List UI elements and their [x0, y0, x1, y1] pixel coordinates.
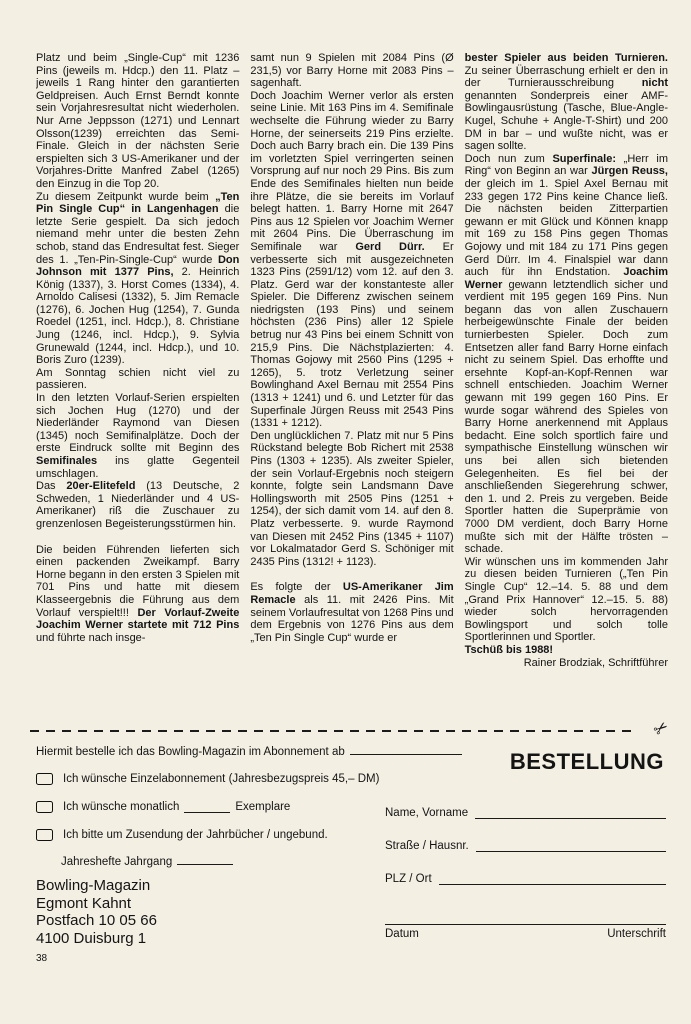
text-run: Zu diesem Zeitpunkt wurde beim [36, 190, 216, 203]
monatlich-checkbox[interactable] [36, 801, 53, 813]
text-run: Das [36, 480, 67, 493]
article-paragraph [36, 191, 239, 367]
text-run: Doch Joachim Werner verlor als ersten seine Linie. Mit 163 Pins im 4. Semifinale wechselte die Führung wieder zu Barry Horne, der seinerseits 219 Pins erzielte. Doch auch Barry brach ein. Die 139 Pins im vorletzten Spiel verringerten seinen Vorsprung auf nur noch 29 Pins. Bis zum Ende des Semifinales hielten nun beide ihre Plätze, die sie bereits im Vorlauf belegt hatten. 1. Barry Horne mit 2647 Pins aus 12 Spielen vor Joachim Werner mit 2604 Pins. Die Überraschung im Semifinale war [250, 89, 454, 253]
order-option-monatlich [36, 801, 290, 813]
name-field-line[interactable] [475, 806, 666, 819]
bold-text-run: Tschüß bis 1988! [464, 643, 554, 656]
text-run: die letzte Serie gespielt. Da sich jedoch niemand mehr unter die besten Zehn schob, stand das Endresultat fest. Sieger des 1. „Ten-Pin-Single-Cup“ wurde [36, 203, 240, 266]
text-run: ins glatte Gegenteil umschlagen. [36, 455, 240, 480]
order-option-jahrbuecher [36, 829, 328, 841]
article-paragraph [250, 90, 453, 430]
city-field-line[interactable] [439, 872, 666, 885]
order-intro [36, 744, 462, 758]
article-column-left [36, 52, 239, 716]
order-option-einzelabonnement [36, 773, 379, 785]
bold-text-run: Semifinales [36, 455, 98, 467]
article-paragraph [250, 52, 453, 90]
monatlich-label-before: Ich wünsche monatlich [63, 801, 180, 813]
date-label: Datum [385, 928, 419, 940]
text-run: Zu seiner Überraschung erhielt er den in der Turnierausschreibung [464, 64, 668, 90]
abo-start-field[interactable] [350, 744, 462, 755]
street-field-label: Straße / Hausnr. [385, 840, 469, 852]
jahrbuecher-label: Ich bitte um Zusendung der Jahrbücher / ungebund. [63, 829, 328, 841]
article-paragraph [36, 52, 239, 191]
text-run: Platz und beim „Single-Cup“ mit 1236 Pins (jeweils m. Hdcp.) den 11. Platz – jeweils 1 Rang hinter den garantierten Geldpreisen. Auch Ernst Berndt konnte sein Vorjahresresultat nicht wiederholen. Nur Arne Jeppsson (1271) und Lennart Olsson(1239) erreichten das Semi-Finale. Gleich in der nächsten Serie erspielten sich 3 US-Amerikaner und der Vorjahres-Dritte Manfred Zabel (1265) den Einzug in die Top 20. [36, 52, 240, 190]
bold-text-run: nicht [641, 77, 668, 90]
text-run: 2. Heinrich König (1337), 3. Horst Comes (1334), 4. Arnoldo Calisesi (1332), 5. Jim Remacle (1276), 6. Jochen Hug (1254), 7. Gunda Roedel (1251, incl. Hdcp.), 8. Christiane Jung (1246, incl. Hdcp.), 9. Sylvia Grunewald (1244, incl. Hdcp.), und 10. Boris Zuro (1239). [36, 266, 240, 367]
bold-text-run: Joachim Werner [464, 266, 668, 291]
einzelabonnement-label: Ich wünsche Einzelabonnement (Jahresbezugspreis 45,– DM) [63, 773, 380, 785]
text-run: „Herr im Ring“ von Beginn an war [464, 152, 668, 178]
name-field-row [385, 806, 666, 819]
text-run: Den unglücklichen 7. Platz mit nur 5 Pins Rückstand belegte Bob Richert mit 2538 Pins (1303 + 1235). Als zweiter Spieler, der sein Vorlauf-Ergebnis noch steigern konnte, folgte sein Landsmann Dave Hollingsworth mit 2505 Pins (1251 + 1254), der sich damit vom 14. auf den 8. Platz verbesserte. 9. wurde Raymond van Diesen mit 2452 Pins (1345 + 1107) vor Lokalmatador Gerd S. Schöniger mit 2435 Pins (1312! + 1123). [250, 429, 454, 568]
article-columns [36, 52, 668, 716]
text-run: und führte nach insge- [36, 631, 146, 644]
name-field-label: Name, Vorname [385, 807, 469, 819]
dashed-separator [30, 730, 636, 732]
text-run: Am Sonntag schien nicht viel zu passieren. [36, 366, 240, 392]
order-form [0, 736, 691, 1024]
text-run: Er verbesserte sich mit ausgezeichneten 1323 Pins (2591/12) vom 12. auf den 3. Platz. Gerd war der konstanteste aller Spieler. Die Differenz zwischen seinem niedrigsten (193 Pins) und seinem höchsten (236 Pins) aller 12 Spiele betrug nur 43 Pins bei einem Schnitt von 215,9 Pins. Die Nächstplazierten: 4. Thomas Gojowy mit 2560 Pins (1295 + 1265), 5. trotz Verletzung seiner Bowlinghand Axel Bernau mit 2554 Pins (1313 + 1241) und 6. und Letzter für das Superfinale Jürgen Reuss mit 2543 Pins (1331 + 1212). [250, 240, 454, 430]
article-paragraph [465, 556, 668, 644]
text-run: (13 Deutsche, 2 Schweden, 1 Niederländer und 4 US-Amerikaner) riß die Zuschauer zu grenzenlosen Begeisterungsstürmen hin. [36, 480, 240, 530]
jahrgang-label: Jahreshefte Jahrgang [61, 856, 173, 868]
text-run: Rainer Brodziak, Schriftführer [523, 656, 668, 669]
bold-text-run: Der Vorlauf-Zweite Joachim Werner startete mit 712 Pins [36, 606, 240, 632]
text-run: gewann letztendlich sicher und verdient mit 195 gegen 169 Pins. Nun begann das von allen Zuschauern herbeigewünschte Finale der beiden turnierbesten Spieler. Doch zum Entsetzen aller fand Barry Horne einfach nicht zu seinem Spiel. Das erhoffte und ersehnte Kopf-an-Kopf-Rennen war schnell entschieden. Joachim Werner gewann mit 199 gegen 160 Pins. Er wurde sogar während des Spieles von Barry Horne anerkennend mit Applaus bedacht. Eine solch sportlich faire und sympathische Einstellung wünschen wir uns bei allen sich bietenden Gelegenheiten. Es fiel bei der anschließenden Siegerehrung schwer, den 1. und 2. Preis zu vergeben. Beide Sportler hatten die Superprämie von 7000 DM verdient, doch Barry Horne mußte sich mit der Hälfte trösten – schade. [464, 278, 668, 556]
bold-text-run: 20er-Elitefeld [66, 480, 136, 493]
text-run: Wir wünschen uns im kommenden Jahr zu diesen beiden Turnieren („Ten Pin Single Cup“ 12.–14. 5. 88 und dem „Grand Prix Hannover“ 12.–15. 5. 88) wieder solch hervorragenden Bowlingsport und solch tolle Sportlerinnen und Sportler. [464, 555, 668, 644]
article-paragraph [465, 153, 668, 556]
text-run: als 11. mit 2426 Pins. Mit seinem Vorlaufresultat von 1268 Pins und dem Ergebnis von 1276 Pins aus dem „Ten Pin Single Cup“ wurde er [250, 593, 454, 644]
article-paragraph [250, 430, 453, 569]
order-form-title: BESTELLUNG [509, 749, 664, 774]
street-field-line[interactable] [476, 839, 666, 852]
article-column-right [465, 52, 668, 716]
address-line: Egmont Kahnt [36, 894, 132, 912]
jahrgang-row [61, 854, 233, 868]
date-signature-line[interactable] [385, 924, 666, 925]
text-run: genannten Sonderpreis einer AMF-Bowlingausrüstung (Tasche, Blue-Angle-Kugel, Schuhe + Angle-T-Shirt) und 200 DM in bar – und wußte nicht, was er sagen sollte. [464, 89, 668, 153]
bold-text-run: Superfinale: [552, 152, 617, 165]
article-paragraph [250, 581, 453, 644]
address-line: Postfach 10 05 66 [36, 912, 157, 929]
date-signature-labels [385, 928, 666, 940]
article-paragraph [36, 367, 239, 392]
text-run: In den letzten Vorlauf-Serien erspielten sich Jochen Hug (1270) und der Niederländer Raymond van Diesen (1345) noch Semifinalplätze. Doch der erste Eindruck sollte mit Beginn des [36, 392, 240, 455]
bold-text-run: Don Johnson mit 1377 Pins, [36, 253, 240, 279]
bold-text-run: Jürgen Reuss, [591, 165, 668, 178]
article-paragraph [36, 392, 239, 480]
address-line: 4100 Duisburg 1 [36, 929, 147, 947]
order-intro-label: Hiermit bestelle ich das Bowling-Magazin im Abonnement ab [36, 746, 345, 758]
city-field-row [385, 872, 666, 885]
city-field-label: PLZ / Ort [385, 873, 432, 885]
article-paragraph [465, 644, 668, 657]
signature-label: Unterschrift [607, 928, 666, 940]
bold-text-run: „Ten Pin Single Cup“ in Langenhagen [36, 190, 240, 216]
article-paragraph [465, 657, 668, 670]
bold-text-run: bester Spieler aus beiden Turnieren. [464, 52, 668, 64]
text-run: Es folgte der [250, 581, 343, 594]
address-line: Bowling-Magazin [36, 877, 151, 894]
article-paragraph [36, 544, 239, 645]
einzelabonnement-checkbox[interactable] [36, 773, 53, 785]
jahrgang-field[interactable] [177, 854, 233, 865]
article-paragraph [465, 52, 668, 153]
text-run: der gleich im 1. Spiel Axel Bernau mit 233 gegen 172 Pins keine Chance ließ. Die nächsten beiden Zitterpartien gewann er mit Glück und Können knapp mit 169 zu 158 Pins gegen Thomas Gojowy und mit 184 zu 171 Pins gegen Gerd Dürr. Im 4. Finalspiel war dann auch für ihn Endstation. [464, 177, 668, 279]
text-run: Die beiden Führenden lieferten sich einen packenden Zweikampf. Barry Horne begann in den ersten 3 Spielen mit 701 Pins und hatte mit diesem Klasseergebnis die Führung aus dem Vorlauf verspielt!!! [36, 543, 240, 619]
article-paragraph [36, 480, 239, 530]
article-column-middle [250, 52, 453, 716]
text-run: samt nun 9 Spielen mit 2084 Pins (Ø 231,5) vor Barry Horne mit 2083 Pins – sagenhaft. [250, 52, 454, 90]
jahrbuecher-checkbox[interactable] [36, 829, 53, 841]
text-run: Doch nun zum [464, 152, 553, 165]
exemplare-count-field[interactable] [184, 802, 230, 813]
monatlich-label-after: Exemplare [235, 801, 291, 813]
page-number: 38 [36, 953, 48, 964]
publisher-address [36, 877, 157, 947]
scissors-icon: ✂ [649, 716, 673, 741]
street-field-row [385, 839, 666, 852]
bold-text-run: US-Amerikaner Jim Remacle [250, 581, 454, 606]
bold-text-run: Gerd Dürr. [355, 240, 425, 253]
